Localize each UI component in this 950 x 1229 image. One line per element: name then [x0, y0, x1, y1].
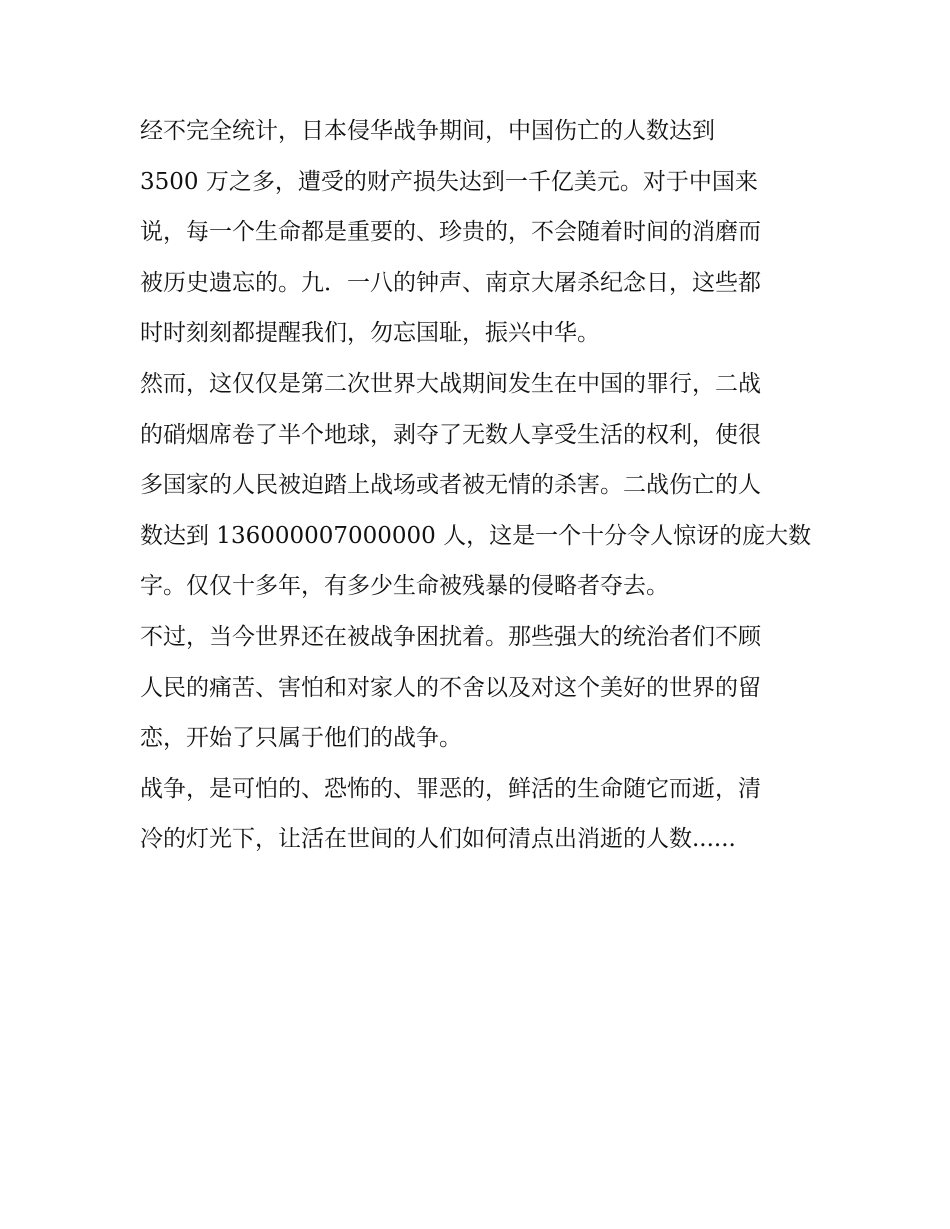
paragraph-1 — [140, 106, 812, 359]
text-line: 人民的痛苦、害怕和对家人的不舍以及对这个美好的世界的留 — [140, 674, 761, 701]
text-line: 时时刻刻都提醒我们，勿忘国耻，振兴中华。 — [140, 320, 600, 347]
text-line: 不过，当今世界还在被战争困扰着。那些强大的统治者们不顾 — [140, 623, 761, 650]
text-line: 3500 万之多，遭受的财产损失达到一千亿美元。对于中国来 — [140, 168, 758, 195]
paragraph-3 — [140, 612, 812, 764]
text-line: 多国家的人民被迫踏上战场或者被无情的杀害。二战伤亡的人 — [140, 472, 761, 499]
text-line: 经不完全统计，日本侵华战争期间，中国伤亡的人数达到 — [140, 118, 715, 144]
text-line: 然而，这仅仅是第二次世界大战期间发生在中国的罪行，二战 — [140, 370, 761, 397]
text-line: 冷的灯光下，让活在世间的人们如何清点出消逝的人数...... — [140, 826, 736, 853]
text-line: 说，每一个生命都是重要的、珍贵的，不会随着时间的消磨而 — [140, 219, 761, 246]
paragraph-2 — [140, 359, 812, 612]
document-body — [140, 106, 812, 865]
text-line: 数达到 136000007000000 人，这是一个十分令人惊讶的庞大数 — [140, 522, 812, 549]
text-line: 恋，开始了只属于他们的战争。 — [140, 725, 462, 752]
text-line: 被历史遗忘的。九．一八的钟声、南京大屠杀纪念日，这些都 — [140, 269, 761, 296]
text-line: 字。仅仅十多年，有多少生命被残暴的侵略者夺去。 — [140, 573, 669, 600]
text-line: 的硝烟席卷了半个地球，剥夺了无数人享受生活的权利，使很 — [140, 421, 761, 448]
text-line: 战争，是可怕的、恐怖的、罪恶的，鲜活的生命随它而逝，清 — [140, 775, 761, 802]
paragraph-4 — [140, 764, 812, 865]
